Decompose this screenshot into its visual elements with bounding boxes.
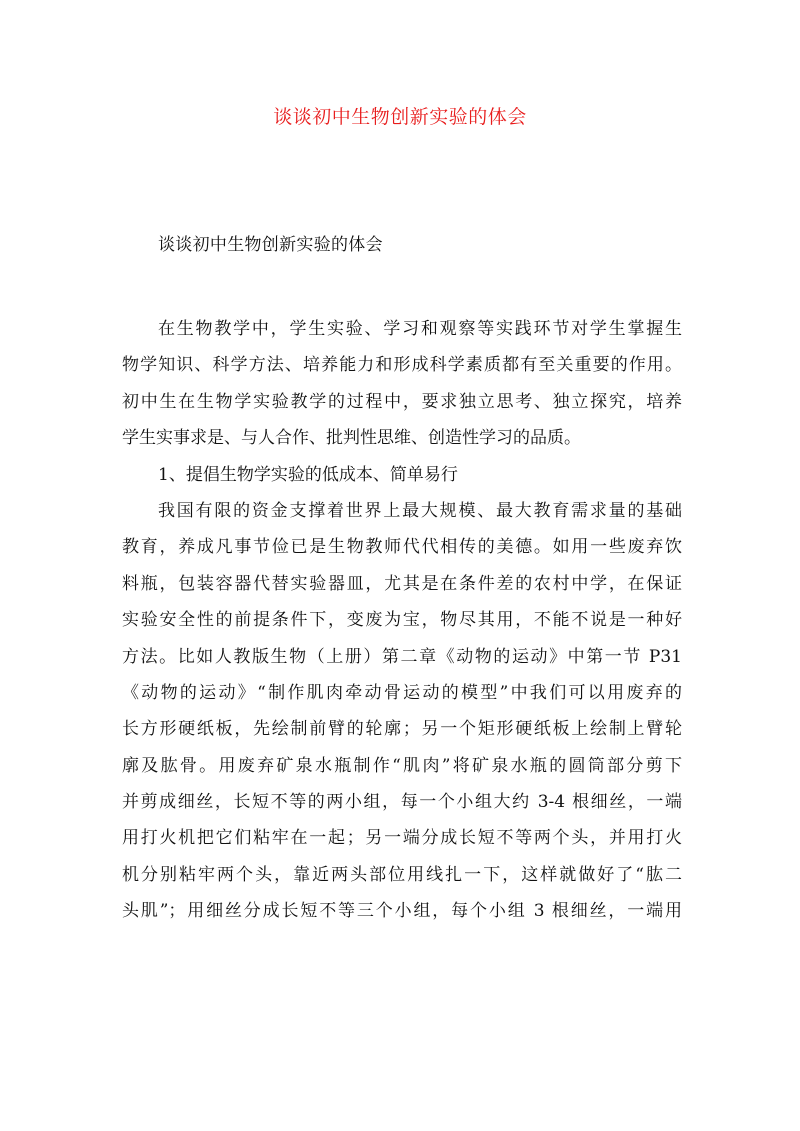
- body-line: 初中生在生物学实验教学的过程中，要求独立思考、独立探究，培养: [122, 391, 682, 412]
- body-line: 我国有限的资金支撑着世界上最大规模、最大教育需求量的基础: [158, 500, 682, 521]
- body-line: 用打火机把它们粘牢在一起；另一端分成长短不等两个头，并用打火: [122, 828, 682, 849]
- body-line: 《动物的运动》“制作肌肉牵动骨运动的模型”中我们可以用废弃的: [122, 682, 682, 703]
- body-line: 在生物教学中，学生实验、学习和观察等实践环节对学生掌握生: [158, 319, 682, 339]
- body-line: 1、提倡生物学实验的低成本、简单易行: [158, 464, 458, 485]
- body-line: 教育，养成凡事节俭已是生物教师代代相传的美德。如用一些废弃饮: [122, 537, 682, 558]
- body-line: 机分别粘牢两个头，靠近两头部位用线扎一下，这样就做好了“肱二: [122, 864, 682, 885]
- document-body: [122, 316, 682, 935]
- body-line: 方法。比如人教版生物（上册）第二章《动物的运动》中第一节 P31: [122, 646, 682, 667]
- document-title: 谈谈初中生物创新实验的体会: [273, 106, 527, 128]
- document-subtitle: 谈谈初中生物创新实验的体会: [158, 235, 383, 255]
- body-line: 廓及肱骨。用废弃矿泉水瓶制作“肌肉”将矿泉水瓶的圆筒部分剪下: [122, 755, 682, 776]
- body-line: 学生实事求是、与人合作、批判性思维、创造性学习的品质。: [122, 428, 581, 449]
- body-line: 物学知识、科学方法、培养能力和形成科学素质都有至关重要的作用。: [122, 355, 682, 376]
- body-line: 料瓶，包装容器代替实验器皿，尤其是在条件差的农村中学，在保证: [122, 573, 682, 594]
- body-line: 头肌”；用细丝分成长短不等三个小组，每个小组 3 根细丝，一端用: [122, 901, 682, 922]
- body-line: 长方形硬纸板，先绘制前臂的轮廓；另一个矩形硬纸板上绘制上臂轮: [122, 719, 682, 740]
- body-line: 实验安全性的前提条件下，变废为宝，物尽其用，不能不说是一种好: [122, 610, 682, 631]
- body-line: 并剪成细丝，长短不等的两小组，每一个小组大约 3-4 根细丝，一端: [122, 792, 682, 813]
